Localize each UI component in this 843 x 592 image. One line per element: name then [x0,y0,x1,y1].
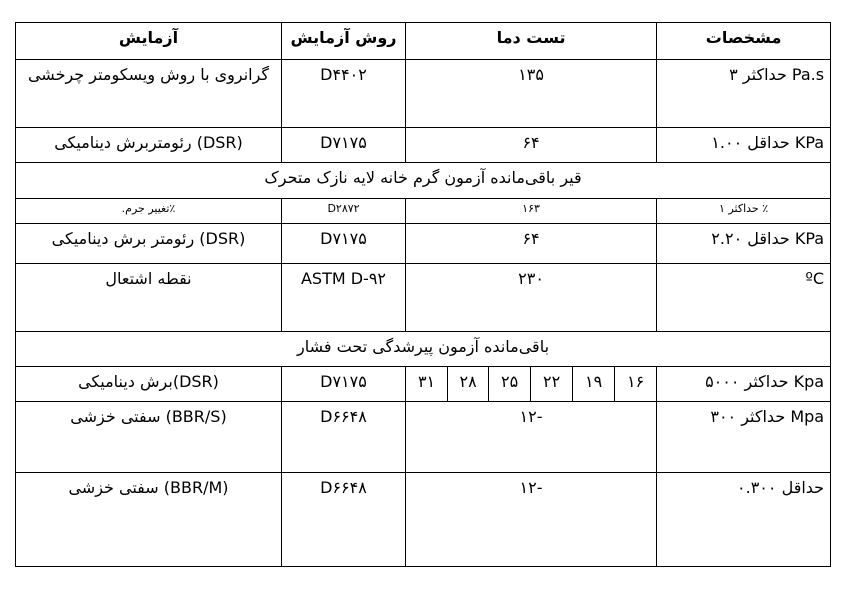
table-row [16,402,831,473]
method-cell: ASTM D-۹۲ [282,264,406,332]
test-cell: (DSR)برش دینامیکی [16,367,282,402]
header-temp: تست دما [406,23,657,60]
temp-cell: ۱۶ [615,367,657,402]
table-row [16,224,831,264]
section-header-row [16,332,831,367]
method-cell: D۴۴۰۲ [282,60,406,128]
temp-cell: ۲۲ [531,367,573,402]
spec-cell: ºC [657,264,831,332]
temp-cell: ۳۱ [406,367,448,402]
section-title: قیر باقی‌مانده آزمون گرم خانه لایه نازک متحرک [16,163,831,199]
table-row [16,199,831,224]
spec-cell: ٪ حداکثر ۱ [657,199,831,224]
temp-cell: ۶۴ [406,224,657,264]
method-cell: D۶۶۴۸ [282,402,406,473]
table-row [16,60,831,128]
method-cell: D۷۱۷۵ [282,128,406,163]
temp-cell: ۲۵ [489,367,531,402]
method-cell: D۲۸۷۲ [282,199,406,224]
table-row [16,264,831,332]
header-row [16,23,831,60]
test-cell: گرانروی با روش ویسکومتر چرخشی [16,60,282,128]
table-row [16,367,831,402]
temp-cell: -۱۲ [406,402,657,473]
method-cell: D۶۶۴۸ [282,473,406,567]
spec-cell: Kpa حداکثر ۵۰۰۰ [657,367,831,402]
section-title: باقی‌مانده آزمون پیرشدگی تحت فشار [16,332,831,367]
temp-cell: ۱۳۵ [406,60,657,128]
test-cell: نقطه اشتعال [16,264,282,332]
test-cell: (DSR) رئومتربرش دینامیکی [16,128,282,163]
test-cell: ٪تغییر جرم. [16,199,282,224]
spec-cell: حداقل ۰.۳۰۰ [657,473,831,567]
temp-cell: ۲۳۰ [406,264,657,332]
test-cell: (BBR/S) سفتی خزشی [16,402,282,473]
test-cell: (BBR/M) سفتی خزشی [16,473,282,567]
spec-cell: Mpa حداکثر ۳۰۰ [657,402,831,473]
section-header-row [16,163,831,199]
spec-cell: Pa.s حداکثر ۳ [657,60,831,128]
spec-cell: KPa حداقل ۱.۰۰ [657,128,831,163]
header-test: آزمایش [16,23,282,60]
test-cell: (DSR) رئومتر برش دینامیکی [16,224,282,264]
temp-cell: ۶۴ [406,128,657,163]
temp-cell: ۱۶۳ [406,199,657,224]
header-method: روش آزمایش [282,23,406,60]
temp-cell: ۱۹ [573,367,615,402]
spec-cell: KPa حداقل ۲.۲۰ [657,224,831,264]
header-spec: مشخصات [657,23,831,60]
temp-cell: ۲۸ [448,367,489,402]
table-row [16,128,831,163]
specification-table [15,22,831,567]
table-row [16,473,831,567]
method-cell: D۷۱۷۵ [282,224,406,264]
method-cell: D۷۱۷۵ [282,367,406,402]
temp-cell: -۱۲ [406,473,657,567]
